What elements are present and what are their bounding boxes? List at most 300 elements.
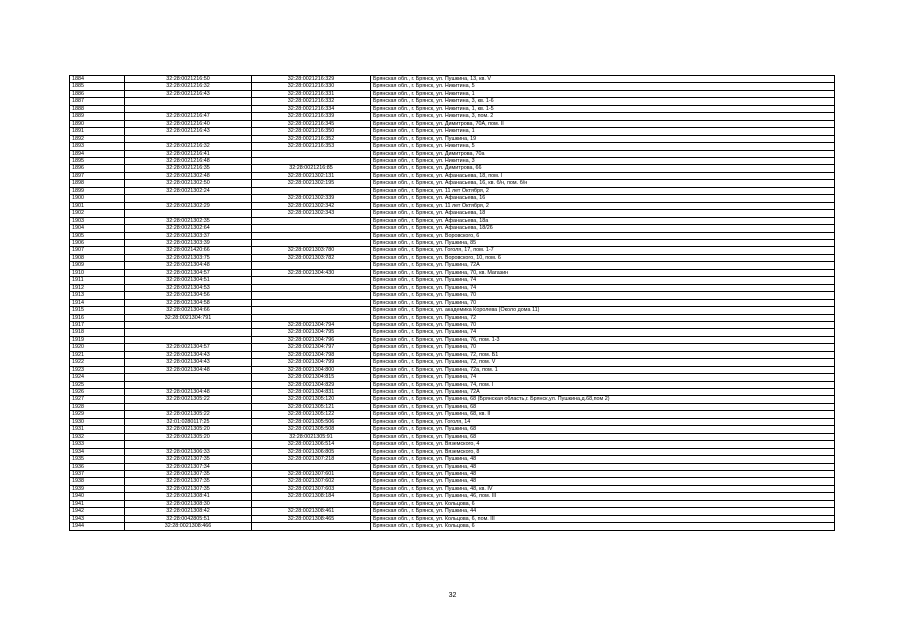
land-plot-number-cell: 32:28:0021304:43	[125, 351, 252, 358]
land-plot-number-cell: 32:28:0021305:22	[125, 411, 252, 418]
table-row	[70, 485, 835, 492]
row-number-cell: 1917	[70, 321, 125, 328]
row-number-cell: 1901	[70, 202, 125, 209]
object-number-cell: 32:28:0021216:352	[252, 135, 371, 142]
table-row	[70, 336, 835, 343]
row-number-cell: 1898	[70, 180, 125, 187]
land-plot-number-cell: 32:28:0021420:66	[125, 247, 252, 254]
address-cell: Брянская обл., г. Брянск, ул. Афанасьева, 18/26	[371, 225, 835, 232]
address-cell: Брянская обл., г. Брянск, ул. Пушкина, 48	[371, 463, 835, 470]
object-number-cell: 32:28:0021302:131	[252, 172, 371, 179]
object-number-cell: 32:28:0021216:334	[252, 105, 371, 112]
object-number-cell: 32:28:0021307:602	[252, 478, 371, 485]
object-number-cell: 32:28:0021306:805	[252, 448, 371, 455]
address-cell: Брянская обл., г. Брянск, ул. Пушкина, 19	[371, 135, 835, 142]
table-row	[70, 433, 835, 440]
land-plot-number-cell: 32:28:0021304:58	[125, 299, 252, 306]
row-number-cell: 1914	[70, 299, 125, 306]
address-cell: Брянская обл., г. Брянск, ул. Никитина, 1	[371, 90, 835, 97]
table-row	[70, 210, 835, 217]
address-cell: Брянская обл., г. Брянск, ул. Афанасьева, 18, пом. I	[371, 172, 835, 179]
table-row	[70, 448, 835, 455]
object-number-cell: 32:28:0021216:350	[252, 128, 371, 135]
table-row	[70, 456, 835, 463]
row-number-cell: 1922	[70, 359, 125, 366]
land-plot-number-cell	[125, 135, 252, 142]
object-number-cell: 32:28:0021308:465	[252, 515, 371, 522]
table-row	[70, 180, 835, 187]
object-number-cell: 32:28:0021304:795	[252, 329, 371, 336]
table-row	[70, 515, 835, 522]
table-row	[70, 478, 835, 485]
row-number-cell: 1906	[70, 239, 125, 246]
table-row	[70, 307, 835, 314]
object-number-cell: 32:28:0021304:831	[252, 389, 371, 396]
page-number: 32	[448, 592, 457, 599]
land-plot-number-cell: 32:28:0021216:32	[125, 143, 252, 150]
object-number-cell	[252, 157, 371, 164]
object-number-cell: 32:28:0021304:800	[252, 366, 371, 373]
row-number-cell: 1920	[70, 344, 125, 351]
object-number-cell	[252, 299, 371, 306]
land-plot-number-cell: 32:28:0021216:41	[125, 150, 252, 157]
row-number-cell: 1890	[70, 120, 125, 127]
table-row	[70, 374, 835, 381]
land-plot-number-cell	[125, 374, 252, 381]
table-body	[70, 76, 835, 531]
object-number-cell: 32:28:0021305:120	[252, 396, 371, 403]
row-number-cell: 1923	[70, 366, 125, 373]
object-number-cell	[252, 225, 371, 232]
land-plot-number-cell	[125, 210, 252, 217]
table-row	[70, 165, 835, 172]
object-number-cell	[252, 523, 371, 530]
land-plot-number-cell	[125, 329, 252, 336]
table-row	[70, 381, 835, 388]
table-row	[70, 523, 835, 530]
address-cell: Брянская обл., г. Брянск, ул. 11 лет Октября, 2	[371, 202, 835, 209]
table-row	[70, 292, 835, 299]
row-number-cell: 1927	[70, 396, 125, 403]
address-cell: Брянская обл., г. Брянск, ул. Никитина, 1, кв. 1-5	[371, 105, 835, 112]
table-row	[70, 441, 835, 448]
row-number-cell: 1896	[70, 165, 125, 172]
address-cell: Брянская обл., г. Брянск, ул. Пушкина, 70	[371, 321, 835, 328]
object-number-cell	[252, 314, 371, 321]
address-cell: Брянская обл., г. Брянск, ул. Гоголя, 14	[371, 418, 835, 425]
address-cell: Брянская обл., г. Брянск, ул. Пушкина, 13, кв. V	[371, 76, 835, 83]
land-plot-number-cell: 32:28:0021307:35	[125, 478, 252, 485]
cadastral-table	[69, 75, 835, 531]
land-plot-number-cell: 32:28:0021304:48	[125, 366, 252, 373]
row-number-cell: 1909	[70, 262, 125, 269]
land-plot-number-cell: 32:28:0021304:48	[125, 389, 252, 396]
address-cell: Брянская обл., г. Брянск, ул. Гоголя, 17, пом. 1-7	[371, 247, 835, 254]
object-number-cell: 32:28:0021304:430	[252, 269, 371, 276]
table-row	[70, 232, 835, 239]
table-row	[70, 403, 835, 410]
table-row	[70, 225, 835, 232]
object-number-cell: 32:28:0021216:353	[252, 143, 371, 150]
address-cell: Брянская обл., г. Брянск, ул. Пушкина, 48	[371, 456, 835, 463]
land-plot-number-cell: 32:28:0021304:48	[125, 262, 252, 269]
registry-sheet	[69, 75, 835, 531]
table-row	[70, 463, 835, 470]
table-row	[70, 344, 835, 351]
address-cell: Брянская обл., г. Брянск, ул. Пушкина, 70, кв. Магазин	[371, 269, 835, 276]
land-plot-number-cell: 32:28:0021308:41	[125, 493, 252, 500]
row-number-cell: 1915	[70, 307, 125, 314]
object-number-cell: 32:28:0021302:343	[252, 210, 371, 217]
address-cell: Брянская обл., г. Брянск, ул. Пушкина, 72А	[371, 262, 835, 269]
row-number-cell: 1912	[70, 284, 125, 291]
object-number-cell: 32:28:0021305:508	[252, 426, 371, 433]
row-number-cell: 1900	[70, 195, 125, 202]
object-number-cell	[252, 284, 371, 291]
land-plot-number-cell: 32:28:0021308:42	[125, 508, 252, 515]
row-number-cell: 1919	[70, 336, 125, 343]
row-number-cell: 1903	[70, 217, 125, 224]
land-plot-number-cell: 32:28:0021302:24	[125, 187, 252, 194]
table-row	[70, 135, 835, 142]
table-row	[70, 314, 835, 321]
address-cell: Брянская обл., г. Брянск, ул. Воровского, 6	[371, 232, 835, 239]
row-number-cell: 1904	[70, 225, 125, 232]
object-number-cell: 32:28:0021304:796	[252, 336, 371, 343]
address-cell: Брянская обл., г. Брянск, ул. Пушкина, 48	[371, 478, 835, 485]
table-row	[70, 426, 835, 433]
row-number-cell: 1916	[70, 314, 125, 321]
address-cell: Брянская обл., г. Брянск, ул. Пушкина, 72, пом. V	[371, 359, 835, 366]
object-number-cell: 32:28:0021216:332	[252, 98, 371, 105]
object-number-cell: 32:28:0021308:184	[252, 493, 371, 500]
land-plot-number-cell: 32:28:0021302:50	[125, 180, 252, 187]
address-cell: Брянская обл., г. Брянск, ул. Вяземского, 8	[371, 448, 835, 455]
address-cell: Брянская обл., г. Брянск, ул. Кольцова, 6, пом. III	[371, 515, 835, 522]
table-row	[70, 262, 835, 269]
address-cell: Брянская обл., г. Брянск, ул. Пушкина, 72, пом. Б1	[371, 351, 835, 358]
address-cell: Брянская обл., г. Брянск, ул. Пушкина, 48	[371, 471, 835, 478]
row-number-cell: 1936	[70, 463, 125, 470]
object-number-cell	[252, 150, 371, 157]
address-cell: Брянская обл., г. Брянск, ул. Пушкина, 74	[371, 329, 835, 336]
address-cell: Брянская обл., г. Брянск, ул. Пушкина, 74	[371, 277, 835, 284]
land-plot-number-cell: 32:28:0021307:35	[125, 485, 252, 492]
row-number-cell: 1933	[70, 441, 125, 448]
row-number-cell: 1908	[70, 254, 125, 261]
row-number-cell: 1939	[70, 485, 125, 492]
table-row	[70, 299, 835, 306]
object-number-cell	[252, 463, 371, 470]
table-row	[70, 172, 835, 179]
table-row	[70, 217, 835, 224]
object-number-cell: 32:28:0021307:601	[252, 471, 371, 478]
land-plot-number-cell	[125, 105, 252, 112]
object-number-cell: 32:28:0021308:461	[252, 508, 371, 515]
land-plot-number-cell: 32:28:0021305:20	[125, 426, 252, 433]
address-cell: Брянская обл., г. Брянск, ул. Никитина, 3, кв. 1-6	[371, 98, 835, 105]
object-number-cell	[252, 217, 371, 224]
table-row	[70, 98, 835, 105]
address-cell: Брянская обл., г. Брянск, ул. Пушкина, 46, пом. III	[371, 493, 835, 500]
row-number-cell: 1935	[70, 456, 125, 463]
address-cell: Брянская обл., г. Брянск, ул. Никитина, 5	[371, 83, 835, 90]
land-plot-number-cell: 32:28:0021304:66	[125, 307, 252, 314]
object-number-cell: 32:28:0021305:122	[252, 411, 371, 418]
land-plot-number-cell: 32:28:0021304:57	[125, 344, 252, 351]
table-row	[70, 284, 835, 291]
table-row	[70, 269, 835, 276]
object-number-cell: 32:28:0021216:339	[252, 113, 371, 120]
row-number-cell: 1892	[70, 135, 125, 142]
address-cell: Брянская обл., г. Брянск, ул. Пушкина, 72	[371, 314, 835, 321]
row-number-cell: 1894	[70, 150, 125, 157]
address-cell: Брянская обл., г. Брянск, ул. Димитрова, 70А, пом. II	[371, 120, 835, 127]
row-number-cell: 1895	[70, 157, 125, 164]
object-number-cell	[252, 187, 371, 194]
land-plot-number-cell: 32:28:0021308:30	[125, 500, 252, 507]
row-number-cell: 1886	[70, 90, 125, 97]
object-number-cell	[252, 277, 371, 284]
row-number-cell: 1905	[70, 232, 125, 239]
row-number-cell: 1928	[70, 403, 125, 410]
table-row	[70, 239, 835, 246]
table-row	[70, 500, 835, 507]
object-number-cell: 32:28:0021216:345	[252, 120, 371, 127]
land-plot-number-cell: 32:28:0021302:64	[125, 225, 252, 232]
table-row	[70, 247, 835, 254]
address-cell: Брянская обл., г. Брянск, ул. Кольцова, 6	[371, 500, 835, 507]
row-number-cell: 1918	[70, 329, 125, 336]
land-plot-number-cell: 32:28:0042805:51	[125, 515, 252, 522]
land-plot-number-cell: 32:28:0021304:791	[125, 314, 252, 321]
land-plot-number-cell: 32:28:0021216:47	[125, 113, 252, 120]
object-number-cell: 32:28:0021305:121	[252, 403, 371, 410]
address-cell: Брянская обл., г. Брянск, ул. академика Королева (Около дома 11)	[371, 307, 835, 314]
address-cell: Брянская обл., г. Брянск, ул. 11 лет Октября, 2	[371, 187, 835, 194]
object-number-cell: 32:28:0021216:330	[252, 83, 371, 90]
row-number-cell: 1940	[70, 493, 125, 500]
row-number-cell: 1893	[70, 143, 125, 150]
object-number-cell: 32:28:0021302:342	[252, 202, 371, 209]
table-row	[70, 150, 835, 157]
land-plot-number-cell	[125, 441, 252, 448]
row-number-cell: 1937	[70, 471, 125, 478]
object-number-cell: 32:28:0021306:514	[252, 441, 371, 448]
address-cell: Брянская обл., г. Брянск, ул. Пушкина, 76, пом. 1-3	[371, 336, 835, 343]
table-row	[70, 120, 835, 127]
row-number-cell: 1929	[70, 411, 125, 418]
land-plot-number-cell: 32:28:0021306:33	[125, 448, 252, 455]
address-cell: Брянская обл., г. Брянск, ул. Пушкина, 70	[371, 299, 835, 306]
land-plot-number-cell: 32:28:0021307:35	[125, 471, 252, 478]
address-cell: Брянская обл., г. Брянск, ул. Афанасьева, 18	[371, 210, 835, 217]
row-number-cell: 1911	[70, 277, 125, 284]
land-plot-number-cell: 32:28:0021304:43	[125, 359, 252, 366]
table-row	[70, 471, 835, 478]
land-plot-number-cell: 32:28:0021308:466	[125, 523, 252, 530]
address-cell: Брянская обл., г. Брянск, ул. Пушкина, 68, кв. II	[371, 411, 835, 418]
table-row	[70, 366, 835, 373]
table-row	[70, 389, 835, 396]
object-number-cell: 32:28:0021304:799	[252, 359, 371, 366]
object-number-cell: 32:28:0021303:780	[252, 247, 371, 254]
row-number-cell: 1899	[70, 187, 125, 194]
row-number-cell: 1910	[70, 269, 125, 276]
row-number-cell: 1902	[70, 210, 125, 217]
table-row	[70, 329, 835, 336]
land-plot-number-cell: 32:28:0021216:43	[125, 90, 252, 97]
object-number-cell: 32:28:0021304:794	[252, 321, 371, 328]
table-row	[70, 321, 835, 328]
row-number-cell: 1888	[70, 105, 125, 112]
row-number-cell: 1944	[70, 523, 125, 530]
table-row	[70, 113, 835, 120]
table-row	[70, 396, 835, 403]
address-cell: Брянская обл., г. Брянск, ул. Димитрова, 70а	[371, 150, 835, 157]
row-number-cell: 1924	[70, 374, 125, 381]
address-cell: Брянская обл., г. Брянск, ул. Пушкина, 68	[371, 433, 835, 440]
row-number-cell: 1938	[70, 478, 125, 485]
address-cell: Брянская обл., г. Брянск, ул. Афанасьева, 16	[371, 195, 835, 202]
land-plot-number-cell	[125, 321, 252, 328]
object-number-cell	[252, 292, 371, 299]
row-number-cell: 1930	[70, 418, 125, 425]
object-number-cell: 32:28:0021304:829	[252, 381, 371, 388]
land-plot-number-cell: 32:28:0021216:40	[125, 120, 252, 127]
table-row	[70, 105, 835, 112]
row-number-cell: 1941	[70, 500, 125, 507]
row-number-cell: 1897	[70, 172, 125, 179]
address-cell: Брянская обл., г. Брянск, ул. Пушкина, 85	[371, 239, 835, 246]
land-plot-number-cell: 32:28:0021216:35	[125, 165, 252, 172]
row-number-cell: 1889	[70, 113, 125, 120]
land-plot-number-cell: 32:28:0021305:22	[125, 396, 252, 403]
table-row	[70, 83, 835, 90]
land-plot-number-cell: 32:28:0021216:48	[125, 157, 252, 164]
table-row	[70, 128, 835, 135]
row-number-cell: 1932	[70, 433, 125, 440]
land-plot-number-cell: 32:28:0021304:53	[125, 284, 252, 291]
row-number-cell: 1943	[70, 515, 125, 522]
land-plot-number-cell: 32:28:0021304:57	[125, 269, 252, 276]
address-cell: Брянская обл., г. Брянск, ул. Никитина, 3	[371, 157, 835, 164]
address-cell: Брянская обл., г. Брянск, ул. Пушкина, 68	[371, 426, 835, 433]
land-plot-number-cell: 32:28:0021303:37	[125, 232, 252, 239]
table-row	[70, 187, 835, 194]
object-number-cell	[252, 232, 371, 239]
object-number-cell: 32:28:0021216:331	[252, 90, 371, 97]
address-cell: Брянская обл., г. Брянск, ул. Афанасьева, 16, кв. б/н, пом. б/н	[371, 180, 835, 187]
land-plot-number-cell	[125, 195, 252, 202]
table-row	[70, 359, 835, 366]
table-row	[70, 76, 835, 83]
land-plot-number-cell: 32:28:0021216:50	[125, 76, 252, 83]
address-cell: Брянская обл., г. Брянск, ул. Пушкина, 74	[371, 284, 835, 291]
table-row	[70, 508, 835, 515]
object-number-cell	[252, 239, 371, 246]
address-cell: Брянская обл., г. Брянск, ул. Пушкина, 70	[371, 344, 835, 351]
row-number-cell: 1884	[70, 76, 125, 83]
land-plot-number-cell	[125, 98, 252, 105]
row-number-cell: 1931	[70, 426, 125, 433]
table-row	[70, 277, 835, 284]
address-cell: Брянская обл., г. Брянск, ул. Кольцова, 6	[371, 523, 835, 530]
row-number-cell: 1921	[70, 351, 125, 358]
address-cell: Брянская обл., г. Брянск, ул. Вяземского, 4	[371, 441, 835, 448]
address-cell: Брянская обл., г. Брянск, ул. Пушкина, 72а, пом. 1	[371, 366, 835, 373]
object-number-cell: 32:28:0021216:329	[252, 76, 371, 83]
object-number-cell	[252, 500, 371, 507]
address-cell: Брянская обл., г. Брянск, ул. Воровского, 10, пом. 6	[371, 254, 835, 261]
row-number-cell: 1942	[70, 508, 125, 515]
row-number-cell: 1926	[70, 389, 125, 396]
land-plot-number-cell: 32:28:0021302:35	[125, 217, 252, 224]
land-plot-number-cell	[125, 381, 252, 388]
address-cell: Брянская обл., г. Брянск, ул. Димитрова, 66	[371, 165, 835, 172]
table-row	[70, 351, 835, 358]
land-plot-number-cell	[125, 403, 252, 410]
object-number-cell: 32:28:0021305:91	[252, 433, 371, 440]
address-cell: Брянская обл., г. Брянск, ул. Пушкина, 44	[371, 508, 835, 515]
land-plot-number-cell: 32:28:0021302:29	[125, 202, 252, 209]
land-plot-number-cell: 32:28:0021303:75	[125, 254, 252, 261]
table-row	[70, 418, 835, 425]
land-plot-number-cell: 32:28:0021307:34	[125, 463, 252, 470]
row-number-cell: 1891	[70, 128, 125, 135]
land-plot-number-cell: 32:28:0021307:35	[125, 456, 252, 463]
land-plot-number-cell: 32:01:0280117:25	[125, 418, 252, 425]
land-plot-number-cell: 32:28:0021305:20	[125, 433, 252, 440]
table-row	[70, 254, 835, 261]
address-cell: Брянская обл., г. Брянск, ул. Пушкина, 72А	[371, 389, 835, 396]
address-cell: Брянская обл., г. Брянск, ул. Пушкина, 74	[371, 374, 835, 381]
address-cell: Брянская обл., г. Брянск, ул. Пушкина, 74, пом. I	[371, 381, 835, 388]
table-row	[70, 90, 835, 97]
land-plot-number-cell: 32:28:0021216:43	[125, 128, 252, 135]
land-plot-number-cell: 32:28:0021304:56	[125, 292, 252, 299]
object-number-cell: 32:28:0021304:815	[252, 374, 371, 381]
row-number-cell: 1925	[70, 381, 125, 388]
address-cell: Брянская обл., г. Брянск, ул. Никитина, 3, пом. 2	[371, 113, 835, 120]
table-row	[70, 195, 835, 202]
object-number-cell: 32:28:0021216:85	[252, 165, 371, 172]
address-cell: Брянская обл., г. Брянск, ул. Никитина, 5	[371, 143, 835, 150]
row-number-cell: 1885	[70, 83, 125, 90]
address-cell: Брянская обл., г. Брянск, ул. Пушкина, 68	[371, 403, 835, 410]
object-number-cell	[252, 262, 371, 269]
table-row	[70, 411, 835, 418]
object-number-cell: 32:28:0021307:603	[252, 485, 371, 492]
land-plot-number-cell	[125, 336, 252, 343]
table-row	[70, 493, 835, 500]
land-plot-number-cell: 32:28:0021303:39	[125, 239, 252, 246]
land-plot-number-cell: 32:28:0021302:48	[125, 172, 252, 179]
address-cell: Брянская обл., г. Брянск, ул. Пушкина, 70	[371, 292, 835, 299]
object-number-cell: 32:28:0021303:782	[252, 254, 371, 261]
object-number-cell: 32:28:0021302:195	[252, 180, 371, 187]
address-cell: Брянская обл., г. Брянск, ул. Пушкина, 48, кв. IV	[371, 485, 835, 492]
row-number-cell: 1907	[70, 247, 125, 254]
object-number-cell: 32:28:0021304:797	[252, 344, 371, 351]
row-number-cell: 1887	[70, 98, 125, 105]
row-number-cell: 1913	[70, 292, 125, 299]
object-number-cell: 32:28:0021304:798	[252, 351, 371, 358]
land-plot-number-cell: 32:28:0021216:32	[125, 83, 252, 90]
object-number-cell	[252, 307, 371, 314]
object-number-cell: 32:28:0021307:218	[252, 456, 371, 463]
address-cell: Брянская обл., г. Брянск, ул. Афанасьева, 18а	[371, 217, 835, 224]
